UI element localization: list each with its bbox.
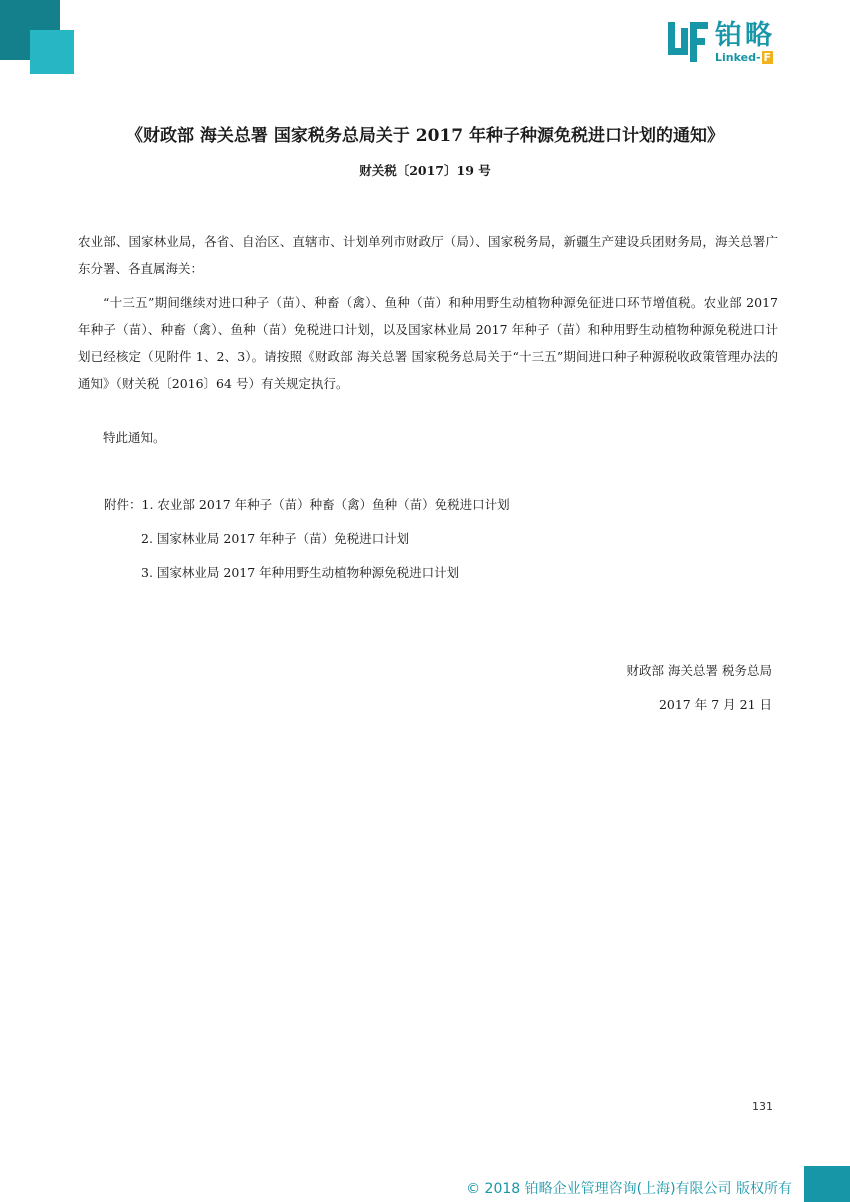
logo-mark-icon [668,22,708,62]
brand-logo [668,20,808,66]
attachment-item-3: 3. 国家林业局 2017 年种用野生动植物种源免税进口计划 [141,565,460,580]
logo-chinese-name: 铂略 [715,20,775,51]
document-title: 《财政部 海关总署 国家税务总局关于 2017 年种子种源免税进口计划的通知》 [126,126,724,146]
corner-decoration-light [30,30,74,74]
page-number: 131 [752,1100,773,1113]
logo-english-accent: F [763,51,772,64]
document-number: 财关税〔2017〕19 号 [359,163,491,178]
logo-english-text: Linked- [715,51,761,64]
issue-date: 2017 年 7 月 21 日 [658,697,772,712]
addressee-paragraph: 农业部、国家林业局，各省、自治区、直辖市、计划单列市财政厅（局）、国家税务局，新疆生产建设兵团财务局，海关总署广东分署、各直属海关： [78,234,778,276]
attachment-item-1: 附件：1. 农业部 2017 年种子（苗）种畜（禽）鱼种（苗）免税进口计划 [104,497,510,512]
footer-copyright: © 2018 铂略企业管理咨询(上海)有限公司 版权所有 [466,1181,792,1197]
footer-decoration-block [804,1166,850,1202]
logo-english-name [715,51,773,64]
issuer-signature: 财政部 海关总署 税务总局 [626,663,772,678]
closing-paragraph: 特此通知。 [103,430,166,445]
body-paragraph: “十三五”期间继续对进口种子（苗）、种畜（禽）、鱼种（苗）和种用野生动植物种源免征进口环节增值税。农业部 2017 年种子（苗）、种畜（禽）、鱼种（苗）免税进口计划，以及国家林业局 2017 年种子（苗）和种用野生动植物种源免税进口计划已经核定（见附件 1、2、3）。请按照《财政部 海关总署 国家税务总局关于“十三五”期间进口种子种源税收政策管理办法的通知》（财关税〔2016〕64 号）有关规定执行。 [78,295,778,391]
attachment-item-2: 2. 国家林业局 2017 年种子（苗）免税进口计划 [141,531,410,546]
